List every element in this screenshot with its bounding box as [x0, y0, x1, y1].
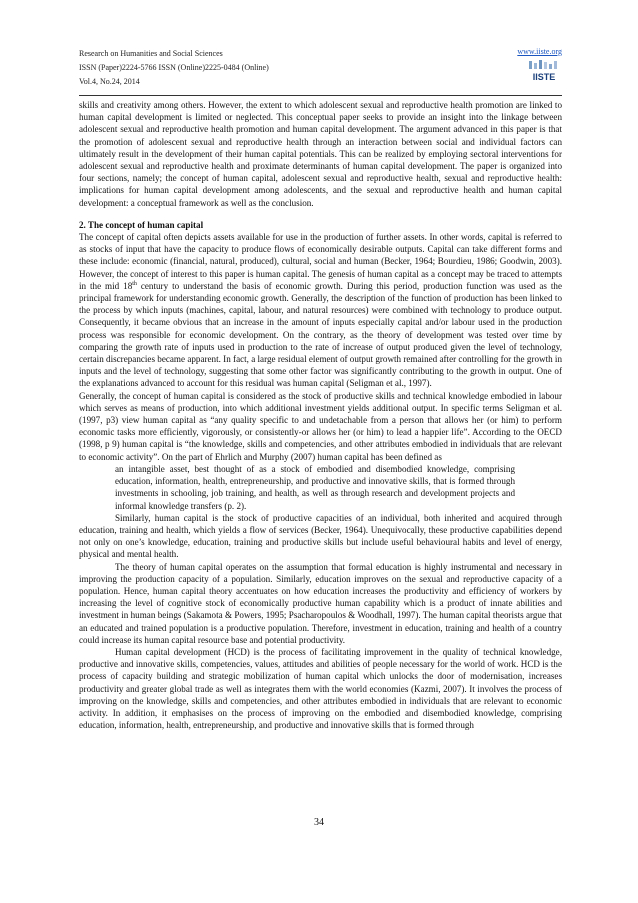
page-number: 34: [314, 817, 324, 828]
capital-paragraph-part2: century to understand the basis of economic growth. During this period, production function was used as the principal framework for understanding economic growth. Generally, the description of the function of production has been linked to the process by which inputs (machines, capital, labour, and natural resources) were combined with technology to produce output. Consequently, it became obvious that an increase in the amount of inputs especially capital and/or labour used in the production process was responsible for economic development. On the contrary, as the theory of development was tested over time by comparing the growth rate of inputs used in production to the rate of increase of output produced given the level of technology, certain discrepancies became apparent. In fact, a large residual element of output growth remained after controlling for the growth in inputs and the level of technology, suggesting that some other factor was significantly contributing to the growth in output. One of the explanations advanced to account for this residual was human capital (Seligman et al., 1997).: [79, 280, 562, 389]
svg-text:IISTE: IISTE: [532, 72, 556, 82]
hcd-paragraph: Human capital development (HCD) is the process of facilitating improvement in the quality of technical knowledge, productive and innovative skills, competencies, values, attitudes and abilities of people necessary for the world of work. HCD is the process of capacity building and strategic mobilization of human capital which unlocks the door of modernisation, increases productivity and greater global trade as well as integrates them with the world economies (Kazmi, 2007). It involves the process of improving on the knowledge, skills and competencies, and other attributes embodied in individuals that are relevant to economic activity. In addition, it emphasises on the process of improving on the embodied and disembodied knowledge, comprising education, information, health, entrepreneurship, and productive and innovative skills that is formed through: [79, 646, 562, 731]
theory-paragraph: The theory of human capital operates on the assumption that formal education is highly instrumental and necessary in improving the production capacity of a population. Similarly, education improves on the sexual and reproductive capacity of a population. Hence, human capital theory accentuates on how education increases the productivity and efficiency of workers by increasing the level of cognitive stock of economically productive human capability which is a product of innate abilities and investment in human beings (Sakamota & Powers, 1995; Psacharopoulos & Woodhall, 1997). The human capital theorists argue that an educated and trained population is a productive population. Therefore, investment in education, training and health of a country could increase its human capital resource base and potential productivity.: [79, 561, 562, 645]
article-body: [79, 99, 562, 731]
definition-paragraph: Generally, the concept of human capital is considered as the stock of productive skills and technical knowledge embodied in labour which serves as means of production, into which additional investment yields additional output. In specific terms Seligman et al. (1997, p3) view human capital as “any quality specific to and undetachable from a person that allows her (or him) to perform economic tasks more efficiently, vigorously, or consistently-or allows her (or him) to lead a happier life”. According to the OECD (1998, p 9) human capital is “the knowledge, skills and competencies, and other attributes embodied in individuals that are relevant to economic activity”. On the part of Ehrlich and Murphy (2007) human capital has been defined as: [79, 390, 562, 462]
journal-url-link[interactable]: www.iiste.org: [517, 47, 562, 56]
section-heading: 2. The concept of human capital: [79, 219, 204, 230]
intro-paragraph: skills and creativity among others. However, the extent to which adolescent sexual and reproductive health promotion are linked to human capital development is limited or neglected. This conceptual paper seeks to provide an insight into the linkage between adolescent sexual and reproductive health promotion and human capital development. The argument advanced in this paper is that the promotion of adolescent sexual and reproductive health through an interaction between social and individual factors can ultimately result in the development of their human capital potentials. This can be realized by employing sectoral interventions for adolescent sexual and reproductive health and proximate determinants of human capital development. The paper is organized into four sections, namely; the concept of human capital, adolescent sexual and reproductive health, sexual and reproductive health: implications for human capital development among adolescents, and the sexual and reproductive health and human capital development: a conceptual framework as well as the conclusion.: [79, 100, 562, 208]
iiste-logo-icon: [527, 60, 561, 82]
similarly-paragraph: Similarly, human capital is the stock of productive capacities of an individual, both inherited and acquired through education, training and health, which yields a flow of services (Becker, 1964). Unequivocally, these productive capabilities depend not only on one’s knowledge, education, training and productive skills but include useful behavioural habits and level of energy, physical and mental health.: [79, 512, 562, 560]
header-divider: [79, 95, 562, 96]
century-superscript: th: [132, 280, 137, 287]
capital-paragraph: [79, 231, 562, 390]
journal-title: Research on Humanities and Social Sciences: [79, 49, 223, 58]
journal-header: [79, 47, 269, 89]
block-quote: an intangible asset, best thought of as a stock of embodied and disembodied knowledge, comprising education, information, health, entrepreneurship, and productive and innovative skills, that is formed through investments in schooling, job training, and health, as well as through research and development projects and informal knowledge transfers (p. 2).: [115, 463, 515, 511]
capital-paragraph-part1: The concept of capital often depicts assets available for use in the production of further assets. In other words, capital is referred to as stocks of input that have the capacity to produce flows of economically desirable outputs. Capital can take different forms and these include: economic (financial, natural, produced), cultural, social and human (Becker, 1964; Bourdieu, 1986; Goodwin, 2003). However, the concept of interest to this paper is human capital. The genesis of human capital as a concept may be traced to attempts in the mid 18: [79, 232, 562, 291]
journal-volume: Vol.4, No.24, 2014: [79, 77, 140, 86]
journal-issn: ISSN (Paper)2224-5766 ISSN (Online)2225-0484 (Online): [79, 63, 269, 72]
